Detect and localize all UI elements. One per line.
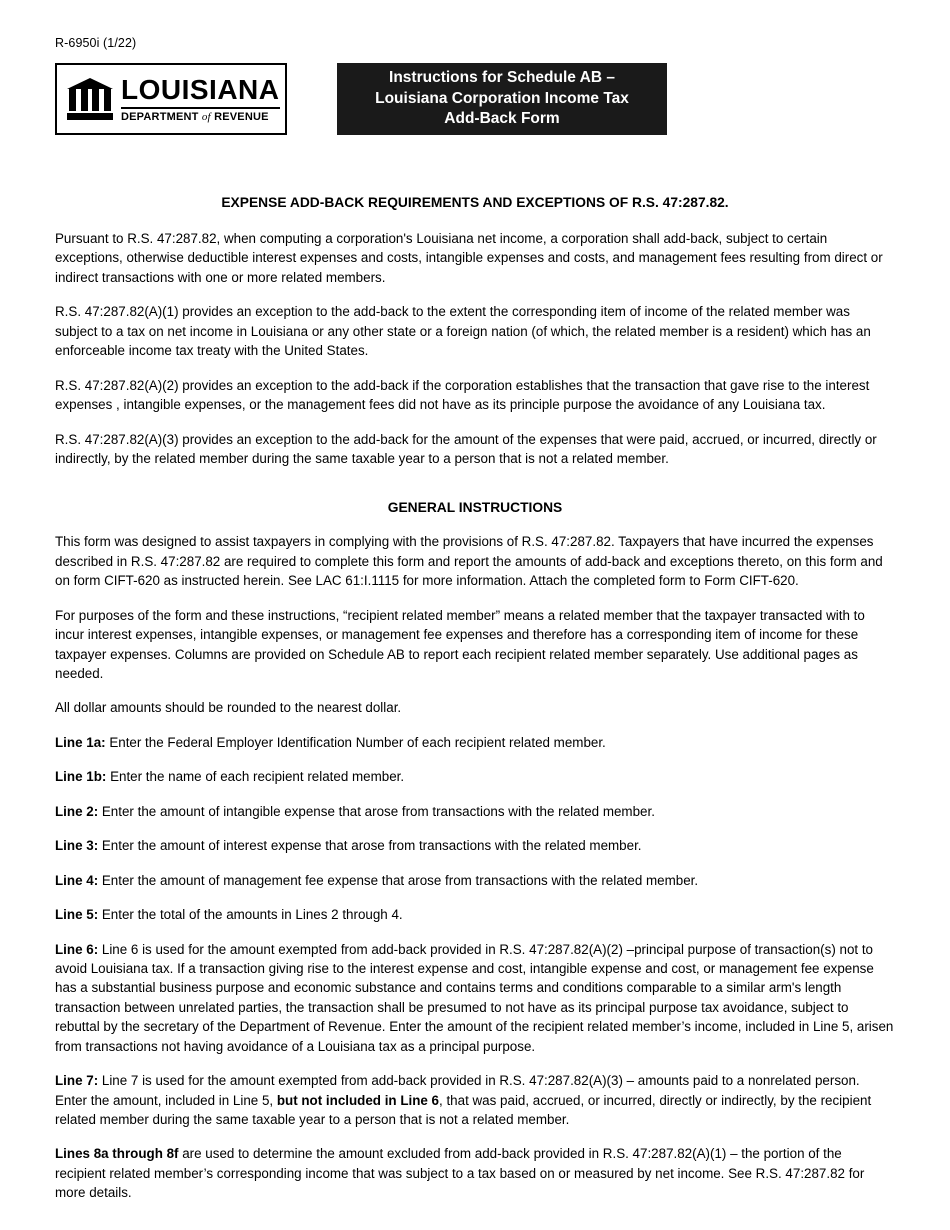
expense-paragraph: R.S. 47:287.82(A)(2) provides an exception to the add-back if the corporation establishes that the transaction that gave rise to the interest expenses , intangible expenses, or the management fees did not have as its principle purpose the avoidance of any Louisiana tax. <box>55 377 870 413</box>
line-item-label: Lines 8a through 8f <box>55 1146 179 1162</box>
line-item-text: Enter the name of each recipient related member. <box>106 769 405 785</box>
logo-department-of: of <box>201 110 211 123</box>
line-item-emphasis: but not included in Line 6 <box>276 1092 440 1108</box>
form-code: R-6950i (1/22) <box>55 36 137 50</box>
line-item-label: Line 7: <box>55 1073 99 1089</box>
logo-divider <box>121 107 280 109</box>
line-item <box>55 767 895 786</box>
line-item-label: Line 1a: <box>55 734 106 750</box>
line-item-label: Line 1b: <box>55 769 107 785</box>
logo-department-prefix: DEPARTMENT <box>121 110 199 123</box>
line-item-text: Enter the amount of intangible expense that arose from transactions with the related member. <box>98 803 655 819</box>
line-item-label: Line 2: <box>55 803 99 819</box>
logo-state-name: LOUISIANA <box>121 73 280 105</box>
line-item <box>55 940 895 1057</box>
document-header <box>55 63 895 135</box>
general-paragraph: All dollar amounts should be rounded to the nearest dollar. <box>55 700 402 716</box>
line-item-text: Line 6 is used for the amount exempted from add-back provided in R.S. 47:287.82(A)(2) –principal purpose of transaction(s) not to avoid Louisiana tax. If a transaction giving rise to the interest expense and cost, intangible expense and cost, or management fee expense has a substantial business purpose and economic substance and contains terms and conditions comparable to a similar arm's length transaction between unrelated parties, the transaction shall be presumed to not have as its principal purpose tax avoidance, subject to rebuttal by the secretary of the Department of Revenue. Enter the amount of the recipient related member’s income, included in Line 5, arisen from transactions not having avoidance of a Louisiana tax as a principal purpose. <box>55 941 894 1054</box>
general-paragraph: For purposes of the form and these instructions, “recipient related member” means a related member that the taxpayer transacted with to incur interest expenses, intangible expenses, or management fee expenses and therefore has a corresponding item of income for these taxpayer expenses. Columns are provided on Schedule AB to report each recipient related member separately. Use additional pages as needed. <box>55 607 865 681</box>
line-item-text: Enter the amount of interest expense that arose from transactions with the related member. <box>98 838 642 854</box>
expense-paragraph: R.S. 47:287.82(A)(1) provides an exception to the add-back to the extent the corresponding item of income of the related member was subject to a tax on net income in Louisiana or any other state or a foreign nation (of which, the related member is a resident) which has an enforceable income tax treaty with the United States. <box>55 304 871 359</box>
general-instructions-heading: GENERAL INSTRUCTIONS <box>387 500 563 516</box>
logo-text <box>121 73 280 123</box>
expense-section-heading: EXPENSE ADD-BACK REQUIREMENTS AND EXCEPTIONS OF R.S. 47:287.82. <box>221 195 729 210</box>
line-item-text-continued: , that was paid, accrued, or incurred, directly or indirectly, by the recipient related member during the same taxable year to a person that is not a related member. <box>55 1092 872 1127</box>
line-item-label: Line 3: <box>55 838 99 854</box>
line-item-text: Line 7 is used for the amount exempted from add-back provided in R.S. 47:287.82(A)(3) – amounts paid to a nonrelated person. Enter the amount, included in Line 5, <box>55 1073 860 1108</box>
expense-paragraph: Pursuant to R.S. 47:287.82, when computing a corporation's Louisiana net income, a corporation shall add-back, subject to certain exceptions, otherwise deductible interest expenses and costs, intangible expenses and costs, and management fees resulting from direct or indirect transactions with one or more related members. <box>55 231 883 285</box>
line-item-label: Line 4: <box>55 872 99 888</box>
line-item-text: Enter the Federal Employer Identification Number of each recipient related member. <box>105 734 606 750</box>
line-item-label: Line 5: <box>55 907 99 923</box>
document-title-line-2: Louisiana Corporation Income Tax <box>375 89 629 107</box>
expense-paragraph: R.S. 47:287.82(A)(3) provides an exception to the add-back for the amount of the expenses that were paid, accrued, or incurred, directly or indirectly, by the related member during the same taxable year to a person that is not a related member. <box>55 431 877 466</box>
general-paragraph: This form was designed to assist taxpayers in complying with the provisions of R.S. 47:287.82. Taxpayers that have incurred the expenses described in R.S. 47:287.82 are required to complete this form and report the amounts of add-back and exceptions thereto, on this form and on form CIFT-620 as instructed herein. See LAC 61:I.1115 for more information. Attach the completed form to Form CIFT-620. <box>55 534 883 589</box>
line-item-text: Enter the amount of management fee expense that arose from transactions with the related member. <box>98 872 699 888</box>
louisiana-department-of-revenue-logo <box>55 63 287 135</box>
line-item-text: Enter the total of the amounts in Lines 2 through 4. <box>98 907 403 923</box>
document-body <box>55 193 895 1203</box>
logo-department-line <box>121 112 280 123</box>
document-title-line-1: Instructions for Schedule AB – <box>389 68 615 86</box>
line-item <box>55 733 895 752</box>
line-item <box>55 905 895 924</box>
line-item <box>55 871 895 890</box>
line-item-text: are used to determine the amount excluded from add-back provided in R.S. 47:287.82(A)(1) – the portion of the recipient related member’s corresponding income that was subject to a tax based on or measured by net income. See R.S. 47:287.82 for more details. <box>55 1146 865 1201</box>
line-item <box>55 1144 895 1202</box>
document-title-box <box>337 63 667 135</box>
document-title-line-3: Add-Back Form <box>444 110 560 128</box>
line-item <box>55 802 895 821</box>
line-item <box>55 836 895 855</box>
line-item <box>55 1071 895 1129</box>
logo-department-suffix: REVENUE <box>214 110 269 123</box>
line-item-label: Line 6: <box>55 941 99 957</box>
capitol-building-icon <box>67 78 113 120</box>
document-title <box>375 68 629 131</box>
